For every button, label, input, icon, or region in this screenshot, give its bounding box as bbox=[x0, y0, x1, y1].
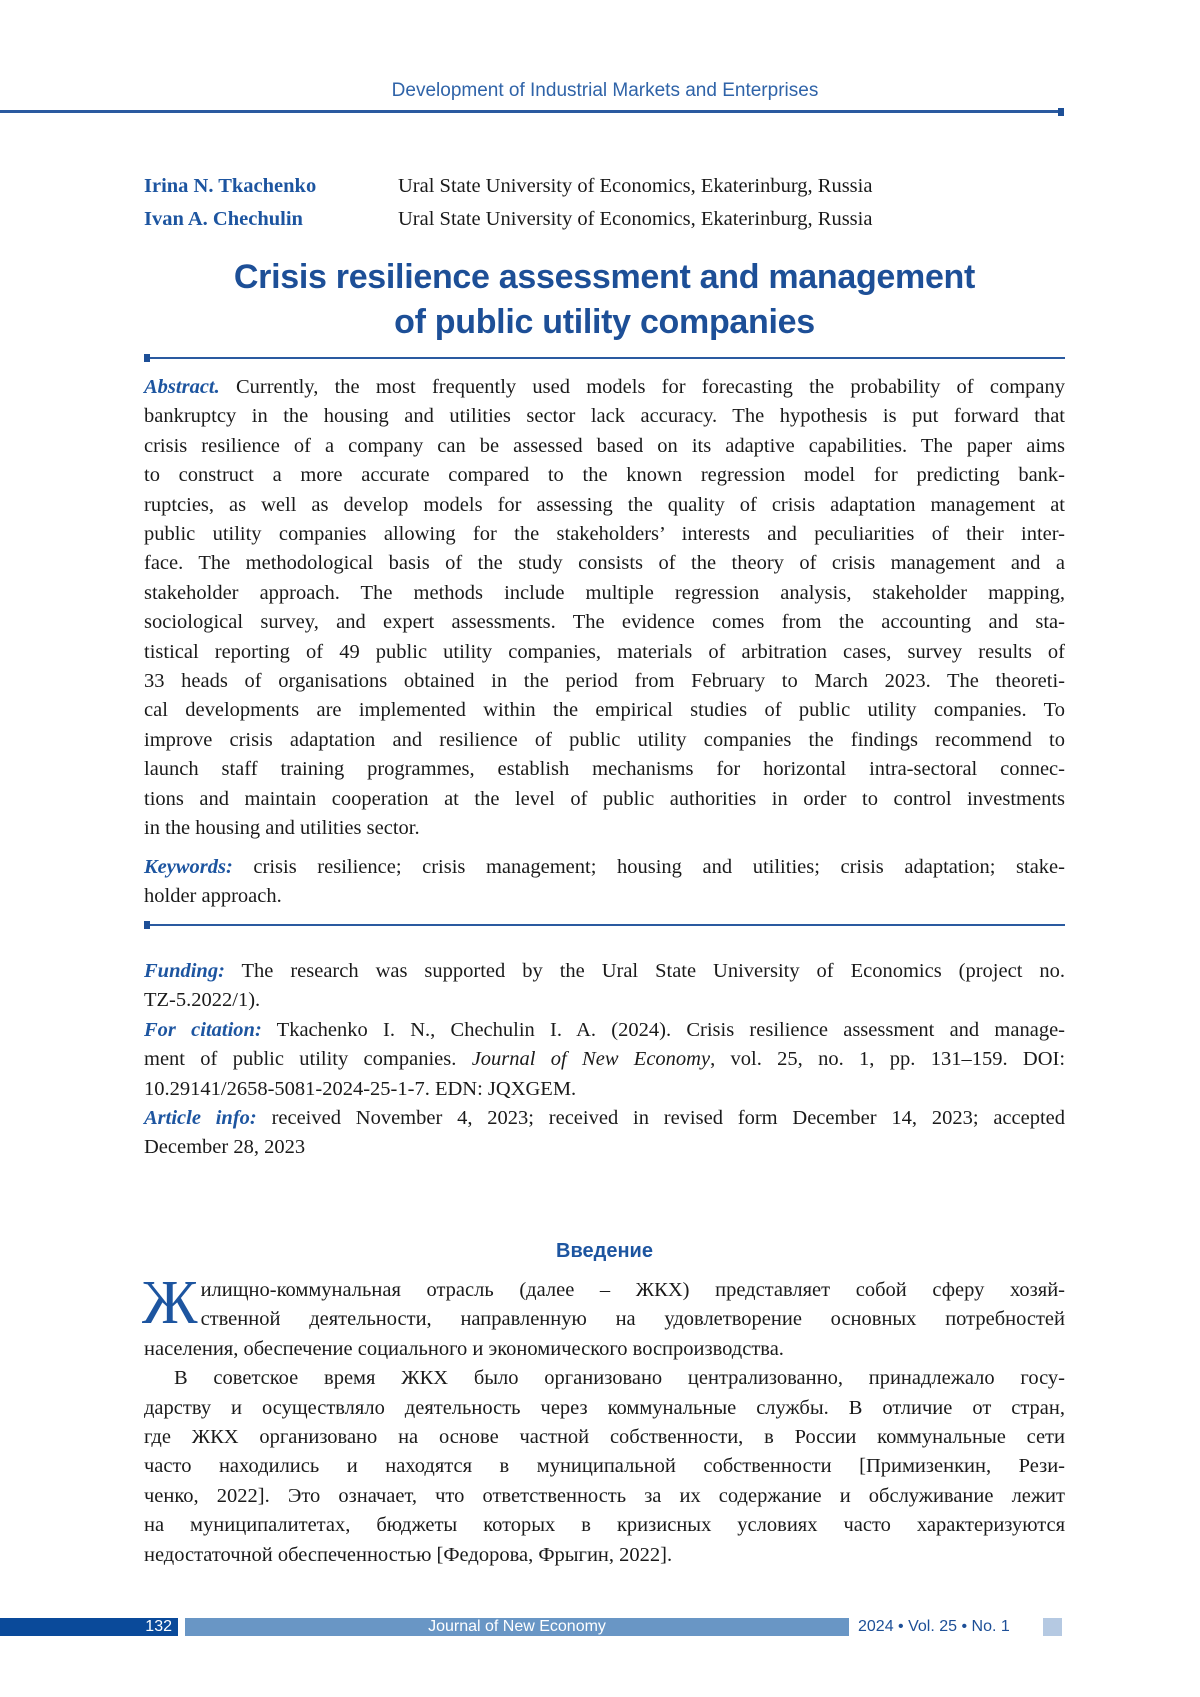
abstract-line bbox=[144, 491, 1065, 520]
citation-text: , vol. 25, no. 1, pp. 131–159. DOI: bbox=[710, 1048, 1065, 1070]
citation-doi[interactable]: 10.29141/2658-5081-2024-25-1-7. EDN: JQXGEM. bbox=[144, 1075, 1065, 1104]
abstract-bottom-rule bbox=[144, 924, 1065, 926]
abstract-text: face. The methodological basis of the study consists of the theory of crisis management and a bbox=[144, 552, 1065, 574]
paragraph-line: дарству и осуществляло деятельность через коммунальные службы. В отличие от стран, bbox=[144, 1394, 1065, 1423]
abstract-line bbox=[144, 638, 1065, 667]
abstract-text: public utility companies allowing for the stakeholders’ interests and peculiarities of their inter- bbox=[144, 523, 1065, 545]
author-row bbox=[144, 170, 872, 203]
paragraph-line: на муниципалитетах, бюджеты которых в кризисных условиях часто характеризуются bbox=[144, 1511, 1065, 1540]
keywords-text: crisis resilience; crisis management; housing and utilities; crisis adaptation; stake- bbox=[253, 856, 1065, 878]
article-info-text: December 28, 2023 bbox=[144, 1133, 1065, 1162]
title-line: of public utility companies bbox=[144, 300, 1065, 345]
paragraph-line: В советское время ЖКХ было организовано централизованно, принадлежало госу- bbox=[144, 1364, 1065, 1393]
abstract-line bbox=[144, 755, 1065, 784]
paragraph-line: ченко, 2022]. Это означает, что ответственность за их содержание и обслуживание лежит bbox=[144, 1482, 1065, 1511]
abstract-text: sociological survey, and expert assessments. The evidence comes from the accounting and sta- bbox=[144, 611, 1065, 633]
paragraph-line: часто находились и находятся в муниципальной собственности [Примизенкин, Рези- bbox=[144, 1452, 1065, 1481]
keywords-text: holder approach. bbox=[144, 882, 1065, 911]
abstract-text: bankruptcy in the housing and utilities sector lack accuracy. The hypothesis is put forward that bbox=[144, 405, 1065, 427]
paragraph-line: где ЖКХ организовано на основе частной собственности, в России коммунальные сети bbox=[144, 1423, 1065, 1452]
abstract-line bbox=[144, 549, 1065, 578]
abstract-text: tistical reporting of 49 public utility companies, materials of arbitration cases, survey results of bbox=[144, 641, 1065, 663]
abstract-line bbox=[144, 608, 1065, 637]
intro-paragraph bbox=[144, 1364, 1065, 1570]
abstract-text: launch staff training programmes, establish mechanisms for horizontal intra-sectoral connec- bbox=[144, 758, 1065, 780]
authors-block bbox=[144, 170, 872, 236]
author-row bbox=[144, 203, 872, 236]
abstract-text: tions and maintain cooperation at the level of public authorities in order to control investments bbox=[144, 788, 1065, 810]
funding-text: TZ-5.2022/1). bbox=[144, 986, 1065, 1015]
abstract-line bbox=[144, 785, 1065, 814]
abstract-line bbox=[144, 667, 1065, 696]
abstract bbox=[144, 373, 1065, 844]
abstract-text: ruptcies, as well as develop models for assessing the quality of crisis adaptation management at bbox=[144, 494, 1065, 516]
funding-text: The research was supported by the Ural State University of Economics (project no. bbox=[242, 960, 1065, 982]
author-name: Ivan A. Chechulin bbox=[144, 203, 398, 236]
paragraph-line: ственной деятельности, направленную на удовлетворение основных потребностей bbox=[144, 1305, 1065, 1334]
citation-label: For citation: bbox=[144, 1019, 262, 1041]
abstract-line bbox=[144, 402, 1065, 431]
article-meta bbox=[144, 957, 1065, 1163]
title-line: Crisis resilience assessment and management bbox=[144, 255, 1065, 300]
author-name: Irina N. Tkachenko bbox=[144, 170, 398, 203]
running-head: Development of Industrial Markets and Enterprises bbox=[0, 80, 1200, 102]
rule-marker bbox=[144, 921, 150, 929]
abstract-text: cal developments are implemented within the empirical studies of public utility companies. To bbox=[144, 699, 1065, 721]
footer-square bbox=[1043, 1618, 1062, 1636]
abstract-text: 33 heads of organisations obtained in the period from February to March 2023. The theoreti- bbox=[144, 670, 1065, 692]
intro-paragraph bbox=[144, 1276, 1065, 1364]
section-heading: Введение bbox=[144, 1240, 1065, 1263]
abstract-text: in the housing and utilities sector. bbox=[144, 817, 420, 839]
abstract-line bbox=[144, 520, 1065, 549]
abstract-text: improve crisis adaptation and resilience of public utility companies the findings recommend to bbox=[144, 729, 1065, 751]
keywords bbox=[144, 853, 1065, 912]
rule-marker bbox=[144, 354, 150, 362]
paragraph-line: недостаточной обеспеченностью [Федорова, Фрыгин, 2022]. bbox=[144, 1541, 1065, 1570]
abstract-line bbox=[144, 373, 1065, 402]
abstract-text: to construct a more accurate compared to the known regression model for predicting bank- bbox=[144, 464, 1065, 486]
abstract-line bbox=[144, 814, 1065, 843]
header-rule bbox=[0, 110, 1060, 113]
citation-text: Tkachenko I. N., Chechulin I. A. (2024). Crisis resilience assessment and manage- bbox=[277, 1019, 1065, 1041]
abstract-line bbox=[144, 579, 1065, 608]
intro-body bbox=[144, 1276, 1065, 1570]
abstract-top-rule bbox=[144, 357, 1065, 359]
page-number: 132 bbox=[0, 1618, 178, 1636]
header-rule-cap bbox=[1058, 108, 1064, 116]
paragraph-line: илищно-коммунальная отрасль (далее – ЖКХ) представляет собой сферу хозяй- bbox=[144, 1276, 1065, 1305]
drop-cap: Ж bbox=[142, 1278, 198, 1328]
abstract-text: stakeholder approach. The methods include multiple regression analysis, stakeholder mapping, bbox=[144, 582, 1065, 604]
author-affiliation: Ural State University of Economics, Ekaterinburg, Russia bbox=[398, 170, 872, 203]
article-info-text: received November 4, 2023; received in revised form December 14, 2023; accepted bbox=[272, 1107, 1065, 1129]
footer-issue: 2024 • Vol. 25 • No. 1 bbox=[858, 1618, 1038, 1636]
keywords-label: Keywords: bbox=[144, 856, 233, 878]
journal-name: Journal of New Economy bbox=[472, 1048, 710, 1070]
article-title bbox=[144, 255, 1065, 345]
page-footer bbox=[0, 1618, 1200, 1636]
abstract-line bbox=[144, 461, 1065, 490]
author-affiliation: Ural State University of Economics, Ekaterinburg, Russia bbox=[398, 203, 872, 236]
funding-label: Funding: bbox=[144, 960, 225, 982]
abstract-line bbox=[144, 726, 1065, 755]
abstract-text: crisis resilience of a company can be assessed based on its adaptive capabilities. The paper aims bbox=[144, 435, 1065, 457]
abstract-label: Abstract. bbox=[144, 376, 220, 398]
paragraph-line: населения, обеспечение социального и экономического воспроизводства. bbox=[144, 1335, 1065, 1364]
abstract-text: Currently, the most frequently used models for forecasting the probability of company bbox=[236, 376, 1065, 398]
abstract-line bbox=[144, 696, 1065, 725]
article-info-label: Article info: bbox=[144, 1107, 257, 1129]
footer-journal: Journal of New Economy bbox=[185, 1618, 849, 1636]
abstract-line bbox=[144, 432, 1065, 461]
citation-text: ment of public utility companies. bbox=[144, 1048, 456, 1070]
